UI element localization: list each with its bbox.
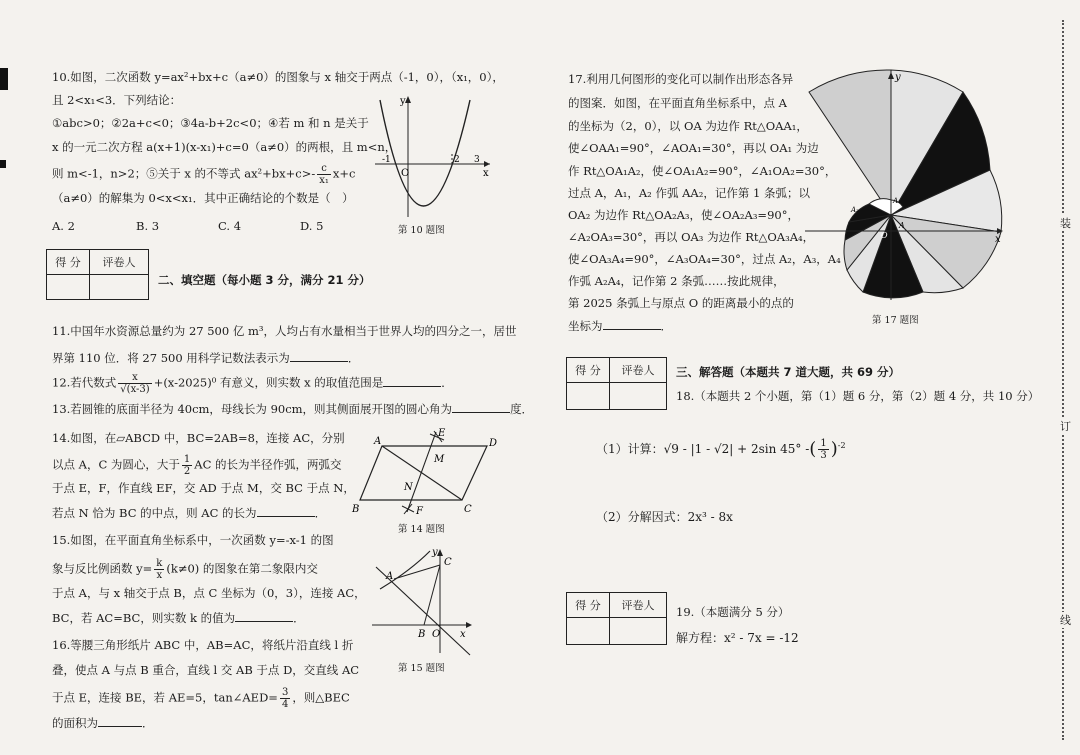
q16-line3-a: 于点 E，连接 BE，若 AE=5，tan∠AED= <box>52 690 278 705</box>
answer-blank[interactable] <box>98 716 142 727</box>
q17-line8: ∠A₂OA₃=30°，再以 OA₃ 为边作 Rt△OA₃A₄， <box>568 230 815 244</box>
q12-line: 12.若代数式 $\frac{x}{√(x-3)}$ +(x-2025)⁰ 有意义，则实数 x 的取值范围是 ． <box>52 372 453 395</box>
answer-blank[interactable] <box>603 319 661 330</box>
q14-caption: 第 14 题图 <box>398 524 445 535</box>
q18-part1: （1）计算：√9 - |1 - √2| + 2sin 45° -( $\frac{1}{3}$ )$^{-2}$ <box>596 438 846 461</box>
q14-fraction <box>182 454 192 477</box>
q15-line2-a: 象与反比例函数 y= <box>52 561 153 576</box>
reviewer-label: 评卷人 <box>90 250 149 275</box>
q17-line9: 使∠OA₃A₄=90°，∠A₃OA₄=30°，过点 A₂，A₃，A₄ <box>568 252 841 266</box>
section3-title: 三、解答题（本题共 7 道大题，共 69 分） <box>676 365 901 379</box>
frac-den: √(x-3) <box>120 384 150 395</box>
q15-function-figure <box>370 545 480 657</box>
reviewer-cell[interactable] <box>610 618 667 645</box>
q11-line1: 11.中国年水资源总量约为 27 500 亿 m³，人均占有水量相当于世界人均的四分之一，居世 <box>52 324 517 338</box>
q13-text-a: 13.若圆锥的底面半径为 40cm，母线长为 90cm，则其侧面展开图的圆心角为 <box>52 402 453 416</box>
score-cell[interactable] <box>47 275 90 300</box>
q17-line7: OA₂ 为边作 Rt△OA₂A₃，使∠OA₂A₃=90°， <box>568 208 799 222</box>
q10-origin-label: O <box>401 168 410 179</box>
q10-caption: 第 10 题图 <box>398 225 445 236</box>
q15-line2 <box>52 558 318 581</box>
q10-tick-2: 2 <box>454 155 460 165</box>
q10-line4: x 的一元二次方程 a(x+1)(x-x₁)+c=0（a≠0）的两根，且 m<n， <box>52 140 397 154</box>
score-box <box>566 357 667 410</box>
frac-num: x <box>118 372 151 384</box>
q16-line2: 叠，使点 A 与点 B 重合，直线 l 交 AB 于点 D，交直线 AC <box>52 663 360 677</box>
q17-label-o: O <box>881 231 888 240</box>
frac-num: c <box>317 163 331 175</box>
q17-line1: 17.利用几何图形的变化可以制作出形态各异 <box>568 72 794 86</box>
q10-tick-neg1: -1 <box>382 155 391 165</box>
q17-line10: 作弧 A₂A₄，记作第 2 条弧……按此规律， <box>568 274 785 288</box>
q15-line1: 15.如图，在平面直角坐标系中，一次函数 y=-x-1 的图 <box>52 533 334 547</box>
q14-label-m: M <box>434 454 445 465</box>
reviewer-cell[interactable] <box>610 383 667 410</box>
q13-text-b: 度． <box>510 402 534 416</box>
q14-label-c: C <box>464 504 472 515</box>
answer-blank[interactable] <box>257 506 315 517</box>
q10-option-b: B. 3 <box>136 219 160 233</box>
score-cell[interactable] <box>567 383 610 410</box>
q17-line3: 的坐标为（2，0），以 OA 为边作 Rt△OAA₁， <box>568 119 808 133</box>
q17-line6: 过点 A，A₁，A₂ 作弧 AA₂，记作第 1 条弧；以 <box>568 186 810 200</box>
q14-label-d: D <box>489 438 498 449</box>
binding-line <box>1062 20 1064 740</box>
answer-blank[interactable] <box>452 402 510 413</box>
q15-caption: 第 15 题图 <box>398 663 445 674</box>
q17-line12: 坐标为 ． <box>568 319 672 333</box>
q17-label-y: y <box>895 72 901 83</box>
answer-blank[interactable] <box>383 376 441 387</box>
q13-line <box>52 402 533 416</box>
q14-label-a: A <box>374 436 382 447</box>
q14-line3: 于点 E，F，作直线 EF，交 AD 于点 M，交 BC 于点 N， <box>52 481 355 495</box>
q12-fraction <box>118 372 151 395</box>
q14-line2 <box>52 454 342 477</box>
frac-den: 4 <box>281 699 289 710</box>
frac-num: 3 <box>281 687 289 698</box>
q11-line2: 界第 110 位．将 27 500 用科学记数法表示为 ． <box>52 351 360 365</box>
q17-line4: 使∠OAA₁=90°，∠AOA₁=30°，再以 OA₁ 为边 <box>568 141 819 155</box>
q10-parabola-figure <box>370 92 500 222</box>
q15-label-x: x <box>460 629 466 640</box>
q16-line1: 16.等腰三角形纸片 ABC 中，AB=AC，将纸片沿直线 l 折 <box>52 638 354 652</box>
q15-label-o: O <box>432 629 441 640</box>
frac-den: x <box>156 570 163 581</box>
frac-num: 1 <box>820 438 827 449</box>
frac-num: 1 <box>183 454 191 465</box>
q17-label-a: A <box>899 221 905 230</box>
q17-line5: 作 Rt△OA₁A₂，使∠OA₁A₂=90°，∠A₁OA₂=30°， <box>568 164 837 178</box>
q15-label-a: A <box>386 571 394 582</box>
q14-label-e: E <box>438 428 446 439</box>
q17-line2: 的图案．如图，在平面直角坐标系中，点 A <box>568 96 787 110</box>
q15-line4: BC，若 AC=BC，则实数 k 的值为 ． <box>52 611 305 625</box>
q16-line4-text: 的面积为 <box>52 716 98 730</box>
q15-line3: 于点 A，与 x 轴交于点 B，点 C 坐标为（0，3），连接 AC， <box>52 586 366 600</box>
q14-line1: 14.如图，在▱ABCD 中，BC=2AB=8，连接 AC，分别 <box>52 431 345 445</box>
frac-den: 3 <box>820 450 827 461</box>
q14-line2-b: AC 的长为半径作弧，两弧交 <box>194 457 342 472</box>
q18-exponent: -2 <box>837 441 846 450</box>
reviewer-label: 评卷人 <box>610 593 667 618</box>
q10-option-d: D. 5 <box>300 219 324 233</box>
q14-label-f: F <box>416 506 423 517</box>
q14-parallelogram-figure <box>352 428 502 518</box>
answer-blank[interactable] <box>290 351 348 362</box>
q11-line2-text: 界第 110 位．将 27 500 用科学记数法表示为 <box>52 351 290 365</box>
q17-spiral-figure <box>805 70 1010 305</box>
binding-char-zhuang: 装 <box>1060 217 1071 230</box>
q14-label-n: N <box>404 482 413 493</box>
q10-line1: 10.如图，二次函数 y=ax²+bx+c（a≠0）的图象与 x 轴交于两点（-1，0），（x₁，0）， <box>52 70 504 84</box>
q15-label-y: y <box>432 547 438 558</box>
frac-den: x₁ <box>319 175 329 186</box>
q16-line4: 的面积为 ． <box>52 716 154 730</box>
q10-fraction <box>317 163 331 186</box>
q19-body: 解方程：x² - 7x = -12 <box>676 631 799 645</box>
q18-fraction <box>818 438 828 461</box>
answer-blank[interactable] <box>235 611 293 622</box>
q15-label-c: C <box>444 557 452 568</box>
q16-line3 <box>52 687 350 710</box>
frac-den: 2 <box>183 466 191 477</box>
q10-line6: （a≠0）的解集为 0<x<x₁．其中正确结论的个数是（ ） <box>52 191 354 205</box>
score-box <box>566 592 667 645</box>
score-box <box>46 249 149 300</box>
registration-mark <box>0 160 6 168</box>
q10-line5 <box>52 163 355 186</box>
q10-tick-3: 3 <box>474 155 480 165</box>
section2-title: 二、填空题（每小题 3 分，满分 21 分） <box>158 273 371 287</box>
q18-part1-text: （1）计算：√9 - |1 - √2| + 2sin 45° - <box>596 442 810 456</box>
q15-line4-text: BC，若 AC=BC，则实数 k 的值为 <box>52 611 236 625</box>
q17-caption: 第 17 题图 <box>872 315 919 326</box>
frac-num: k <box>156 558 163 569</box>
q10-line2: 且 2<x₁<3．下列结论： <box>52 93 182 107</box>
q17-label-a1: A₁ <box>893 197 901 205</box>
q17-label-a2: A₂ <box>851 206 859 214</box>
q14-label-b: B <box>352 504 360 515</box>
score-label: 得 分 <box>567 358 610 383</box>
q12-text-b: +(x-2025)⁰ 有意义，则实数 x 的取值范围是 <box>153 375 384 390</box>
q10-line5-a: 则 m<-1，n>2；⑤关于 x 的不等式 ax²+bx+c>- <box>52 166 316 181</box>
q10-option-a: A. 2 <box>52 219 75 233</box>
q17-line11: 第 2025 条弧上与原点 O 的距离最小的点的 <box>568 296 794 310</box>
q15-line2-b: (k≠0) 的图象在第二象限内交 <box>166 561 318 576</box>
score-label: 得 分 <box>567 593 610 618</box>
q10-y-label: y <box>400 96 406 107</box>
reviewer-cell[interactable] <box>90 275 149 300</box>
q14-line4-text: 若点 N 恰为 BC 的中点，则 AC 的长为 <box>52 506 257 520</box>
q10-line5-b: x+c <box>332 166 356 181</box>
q15-label-b: B <box>418 629 426 640</box>
q14-line2-a: 以点 A，C 为圆心，大于 <box>52 457 180 472</box>
q10-option-c: C. 4 <box>218 219 242 233</box>
q17-label-x: x <box>995 234 1001 245</box>
binding-char-ding: 订 <box>1060 420 1071 433</box>
reviewer-label: 评卷人 <box>610 358 667 383</box>
q12-text-a: 12.若代数式 <box>52 375 117 390</box>
score-cell[interactable] <box>567 618 610 645</box>
q15-fraction <box>154 558 164 581</box>
q14-line4: 若点 N 恰为 BC 的中点，则 AC 的长为 ． <box>52 506 327 520</box>
binding-char-xian: 线 <box>1060 614 1071 627</box>
q16-line3-b: ，则△BEC <box>292 690 350 705</box>
score-label: 得 分 <box>47 250 90 275</box>
q17-line12-text: 坐标为 <box>568 319 603 333</box>
registration-mark <box>0 68 8 90</box>
q10-line3: ①abc>0；②2a+c<0；③4a-b+2c<0；④若 m 和 n 是关于 <box>52 116 369 130</box>
q19-head: 19.（本题满分 5 分） <box>676 605 790 619</box>
q10-x-label: x <box>483 168 489 179</box>
q16-fraction <box>280 687 290 710</box>
q18-part2: （2）分解因式：2x³ - 8x <box>596 510 733 524</box>
q18-head: 18.（本题共 2 个小题，第（1）题 6 分，第（2）题 4 分，共 10 分） <box>676 389 1040 403</box>
